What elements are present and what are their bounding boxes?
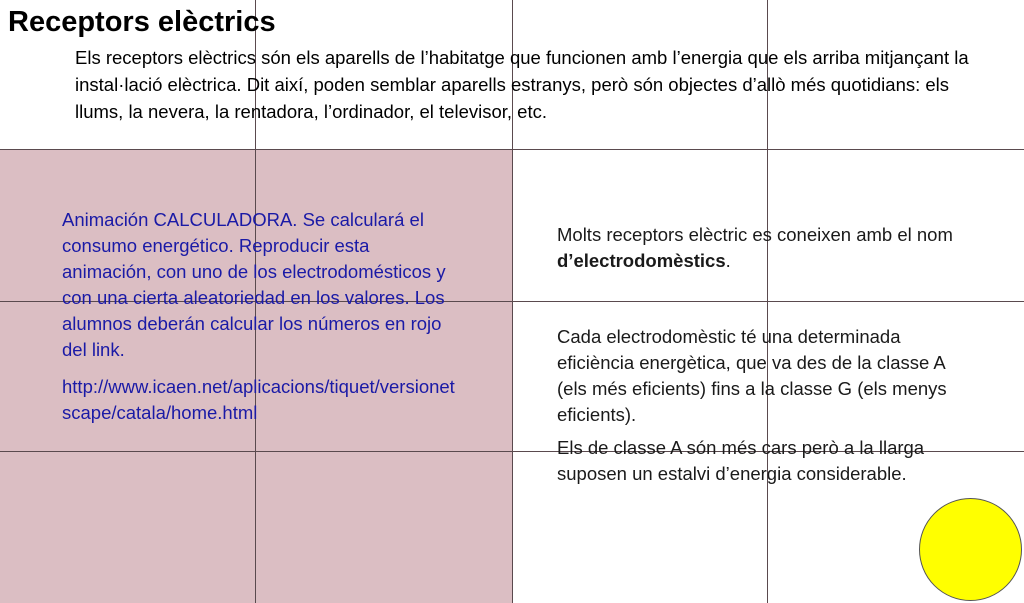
grid-line (0, 149, 1024, 150)
appliances-text: Molts receptors elèctric es coneixen amb el nom (557, 224, 953, 245)
calculator-link[interactable]: http://www.icaen.net/aplicacions/tiquet/versionetscape/catala/home.html (62, 376, 455, 423)
efficiency-paragraph-2: Els de classe A són més cars però a la llarga suposen un estalvi d’energia considerable. (557, 437, 925, 484)
animation-note-text: Animación CALCULADORA. Se calculará el consumo energético. Reproducir esta animación, con uno de los electrodomésticos y con una cierta aleatoriedad en los valores. Los alumnos deberán calcular los números en rojo del link. (62, 209, 446, 360)
yellow-circle-icon (919, 498, 1022, 601)
animation-note (62, 207, 462, 437)
appliances-term: d’electrodomèstics (557, 250, 726, 271)
efficiency-paragraph-1: Cada electrodomèstic té una determinada eficiència energètica, que va des de la classe A (els més eficients) fins a la classe G (els menys eficients). (557, 326, 947, 425)
appliances-note (557, 222, 962, 274)
efficiency-note (557, 324, 967, 494)
appliances-period: . (725, 250, 731, 271)
intro-paragraph: Els receptors elèctrics són els aparells de l’habitatge que funcionen amb l’energia que els arriba mitjançant la instal·lació elèctrica. Dit així, poden semblar aparells estranys, però són objectes d’allò més quotidians: els llums, la nevera, la rentadora, l’ordinador, el televisor, etc. (75, 47, 969, 122)
slide-title: Receptors elèctrics (8, 6, 276, 38)
